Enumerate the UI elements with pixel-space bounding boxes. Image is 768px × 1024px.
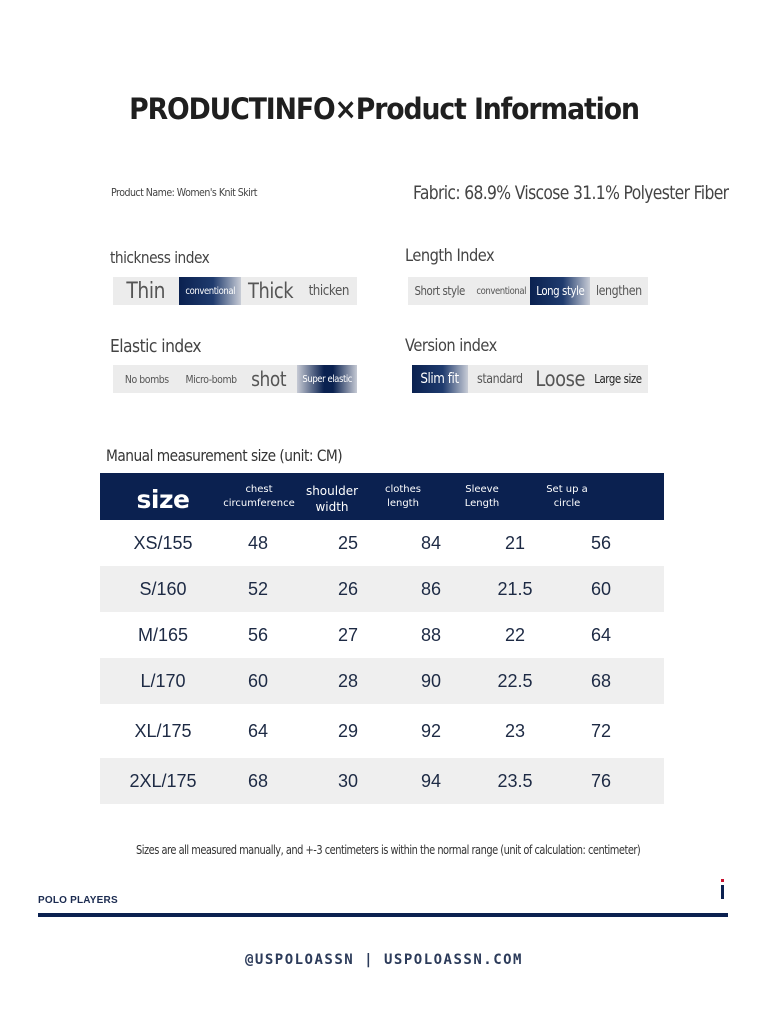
cell-circle: 72 [590, 720, 612, 741]
table-row [100, 658, 664, 704]
cell-shoulder: 28 [337, 670, 359, 691]
cell-circle: 56 [590, 532, 612, 553]
cell-size: S/160 [139, 578, 187, 599]
table-row [100, 566, 664, 612]
cell-chest: 64 [247, 720, 269, 741]
cell-chest: 52 [247, 578, 269, 599]
cell-circle: 68 [590, 670, 612, 691]
fabric-composition: Fabric: 68.9% Viscose 31.1% Polyester Fiber [413, 182, 729, 204]
cell-clothes-length: 94 [420, 770, 442, 791]
cell-clothes-length: 86 [420, 578, 442, 599]
elastic-option-super-elastic-selected: Super elastic [297, 365, 357, 393]
cell-shoulder: 29 [337, 720, 359, 741]
cell-sleeve-length: 23 [504, 720, 526, 741]
header-sleeve-length: Sleeve Length [464, 483, 500, 509]
header-clothes-length: clothes length [384, 483, 421, 509]
thickness-option-conventional-selected: conventional [179, 277, 241, 305]
cell-clothes-length: 84 [420, 532, 442, 553]
length-option-lengthen: lengthen [596, 283, 642, 299]
elastic-index-bar [113, 365, 357, 393]
cell-size: XL/175 [134, 720, 192, 741]
header-shoulder: shoulder width [305, 483, 359, 514]
thickness-option-thicken: thicken [308, 283, 350, 299]
cell-chest: 48 [247, 532, 269, 553]
footer-links: @USPOLOASSN | USPOLOASSN.COM [244, 952, 523, 968]
length-index-bar [408, 277, 648, 305]
cell-clothes-length: 90 [420, 670, 442, 691]
length-index-label: Length Index [405, 246, 495, 266]
version-index-bar [412, 365, 648, 393]
length-option-long-selected: Long style [530, 277, 590, 305]
cell-shoulder: 27 [337, 624, 359, 645]
length-option-short: Short style [414, 284, 466, 298]
cell-chest: 60 [247, 670, 269, 691]
cell-shoulder: 26 [337, 578, 359, 599]
length-option-conventional: conventional [476, 285, 526, 297]
cell-sleeve-length: 22 [504, 624, 526, 645]
table-row [100, 704, 664, 758]
elastic-index-label: Elastic index [110, 336, 202, 357]
elastic-option-micro-bomb: Micro-bomb [185, 372, 237, 386]
cell-chest: 68 [247, 770, 269, 791]
cell-circle: 60 [590, 578, 612, 599]
measurement-note: Sizes are all measured manually, and +-3 centimeters is within the normal range (unit of calculation: centimeter) [136, 843, 641, 857]
brand-mark-icon [721, 879, 725, 901]
product-name: Product Name: Women's Knit Skirt [111, 186, 257, 199]
thickness-index-label: thickness index [110, 248, 210, 267]
cell-sleeve-length: 22.5 [497, 670, 533, 691]
cell-shoulder: 25 [337, 532, 359, 553]
header-circle: Set up a circle [546, 483, 588, 509]
table-row [100, 520, 664, 566]
cell-size: XS/155 [133, 532, 193, 553]
brand-name: POLO PLAYERS [38, 895, 118, 906]
elastic-option-no-bombs: No bombs [125, 372, 169, 386]
size-table [100, 473, 664, 804]
version-option-standard: standard [477, 371, 523, 387]
cell-size: L/170 [140, 670, 186, 691]
cell-clothes-length: 92 [420, 720, 442, 741]
cell-circle: 64 [590, 624, 612, 645]
cell-size: M/165 [137, 624, 189, 645]
size-table-header [100, 473, 664, 520]
table-row [100, 612, 664, 658]
cell-shoulder: 30 [337, 770, 359, 791]
header-size: size [136, 484, 190, 514]
version-option-large-size: Large size [594, 372, 642, 386]
table-row [100, 758, 664, 804]
cell-size: 2XL/175 [129, 770, 197, 791]
thickness-option-thin: Thin [126, 278, 166, 304]
thickness-option-thick: Thick [248, 279, 294, 303]
size-table-title: Manual measurement size (unit: CM) [106, 446, 343, 465]
version-index-label: Version index [405, 336, 497, 356]
thickness-index-bar [113, 277, 357, 305]
footer-divider [38, 913, 728, 917]
elastic-option-shot: shot [251, 367, 287, 391]
cell-sleeve-length: 21 [504, 532, 526, 553]
header-chest: chest circumference [223, 483, 295, 509]
cell-chest: 56 [247, 624, 269, 645]
cell-sleeve-length: 21.5 [497, 578, 533, 599]
version-option-loose: Loose [535, 367, 585, 391]
page-title: PRODUCTINFO×Product Information [129, 92, 639, 126]
cell-sleeve-length: 23.5 [497, 770, 533, 791]
cell-clothes-length: 88 [420, 624, 442, 645]
cell-circle: 76 [590, 770, 612, 791]
version-option-slim-fit-selected: Slim fit [412, 365, 468, 393]
